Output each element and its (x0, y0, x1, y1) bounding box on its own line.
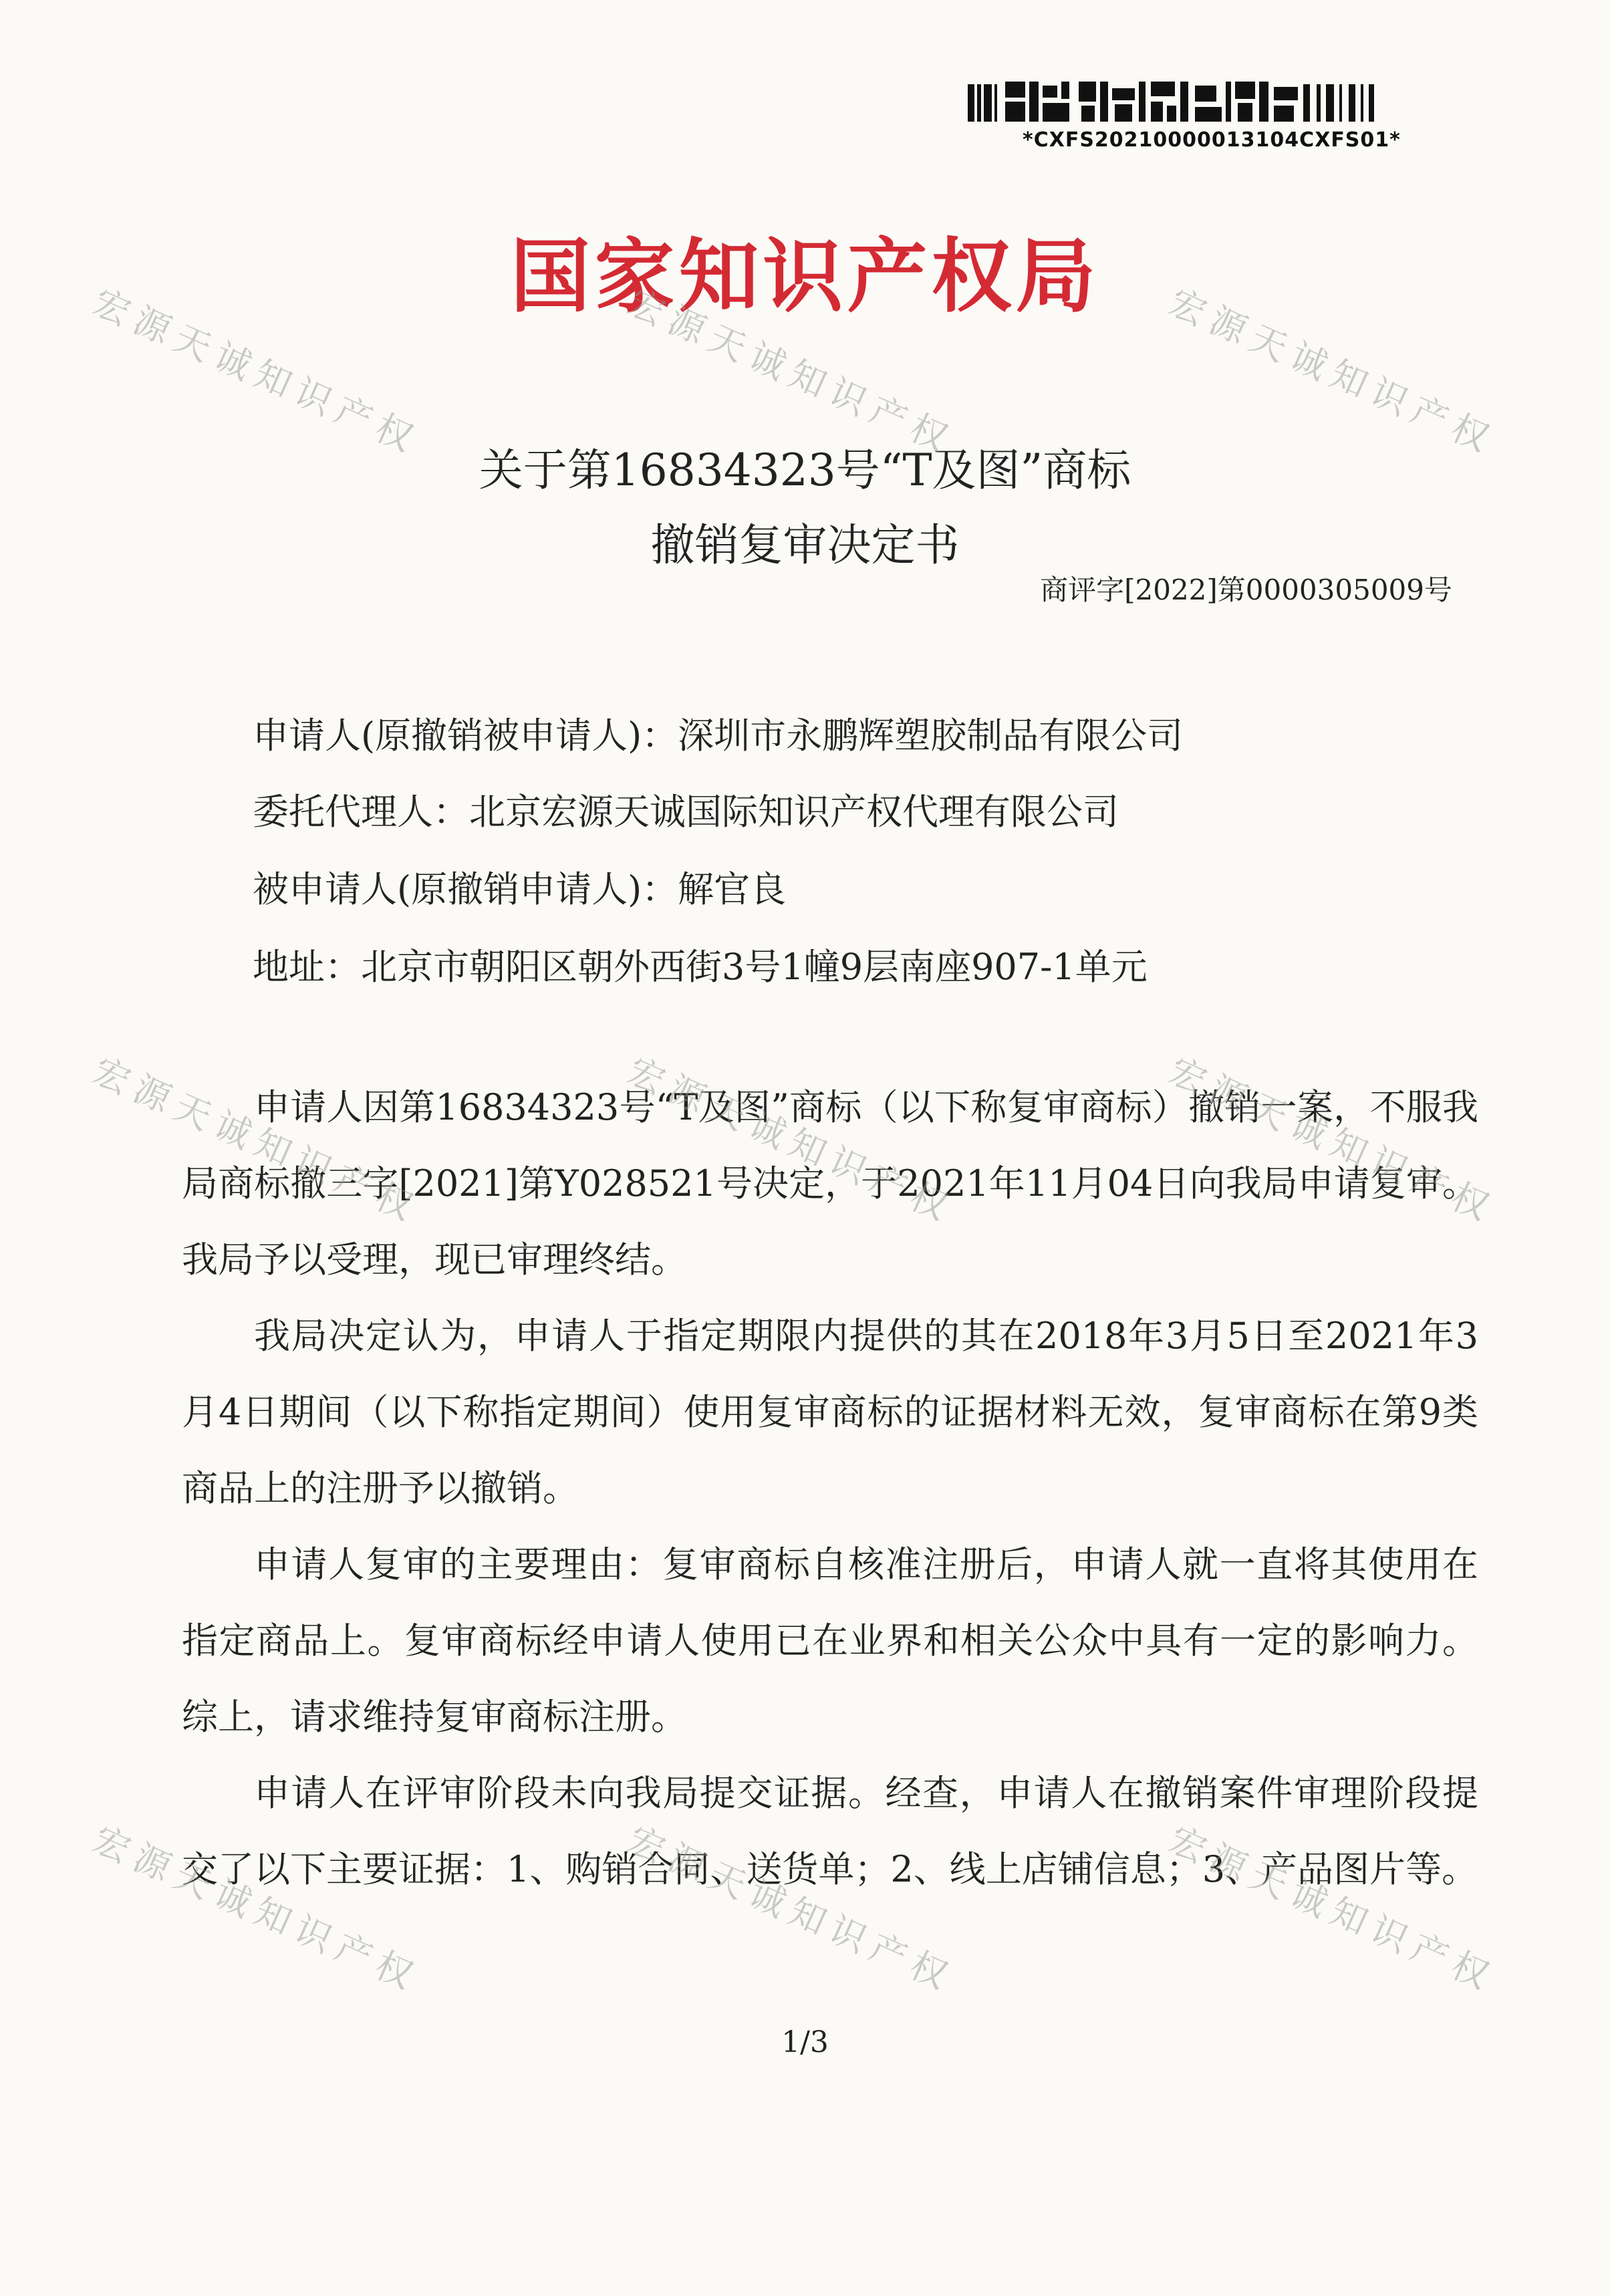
page-number: 1/3 (781, 2025, 829, 2059)
paragraph: 申请人复审的主要理由：复审商标自核准注册后，申请人就一直将其使用在指定商品上。复审商标经申请人使用已在业界和相关公众中具有一定的影响力。综上，请求维持复审商标注册。 (182, 1543, 1478, 1738)
respondent-line: 被申请人(原撤销申请人)：解官良 (253, 868, 787, 910)
paragraph: 申请人在评审阶段未向我局提交证据。经查，申请人在撤销案件审理阶段提交了以下主要证据：1、购销合同、送货单；2、线上店铺信息；3、产品图片等。 (182, 1772, 1478, 1890)
barcode (968, 79, 1382, 124)
watermark: 宏源天诚知识产权 (86, 281, 426, 463)
watermark: 宏源天诚知识产权 (1162, 1818, 1502, 2001)
watermark: 宏源天诚知识产权 (1162, 1049, 1502, 1232)
agent-line: 委托代理人：北京宏源天诚国际知识产权代理有限公司 (253, 791, 1119, 833)
watermark: 宏源天诚知识产权 (621, 1818, 961, 2001)
paragraph: 我局决定认为，申请人于指定期限内提供的其在2018年3月5日至2021年3月4日期间（以下称指定期间）使用复审商标的证据材料无效，复审商标在第9类商品上的注册予以撤销。 (182, 1315, 1478, 1509)
document-number: 商评字[2022]第0000305009号 (1040, 573, 1452, 606)
watermark: 宏源天诚知识产权 (621, 1049, 961, 1232)
watermark: 宏源天诚知识产权 (86, 1818, 426, 2001)
document-title-line-2: 撤销复审决定书 (650, 519, 960, 571)
agency-title: 国家知识产权局 (510, 231, 1100, 324)
document-title-line-1: 关于第16834323号“T及图”商标 (479, 444, 1131, 496)
address-line: 地址：北京市朝阳区朝外西街3号1幢9层南座907-1单元 (253, 946, 1148, 988)
applicant-line: 申请人(原撤销被申请人)：深圳市永鹏辉塑胶制品有限公司 (253, 715, 1184, 757)
watermark: 宏源天诚知识产权 (621, 281, 961, 463)
watermark: 宏源天诚知识产权 (86, 1049, 426, 1232)
watermark: 宏源天诚知识产权 (1162, 281, 1502, 463)
paragraph: 申请人因第16834323号“T及图”商标（以下称复审商标）撤销一案，不服我局商标撤三字[2021]第Y028521号决定，于2021年11月04日向我局申请复审。我局予以受理，现已审理终结。 (182, 1086, 1478, 1281)
barcode-number: *CXFS20210000013104CXFS01* (1023, 128, 1401, 152)
